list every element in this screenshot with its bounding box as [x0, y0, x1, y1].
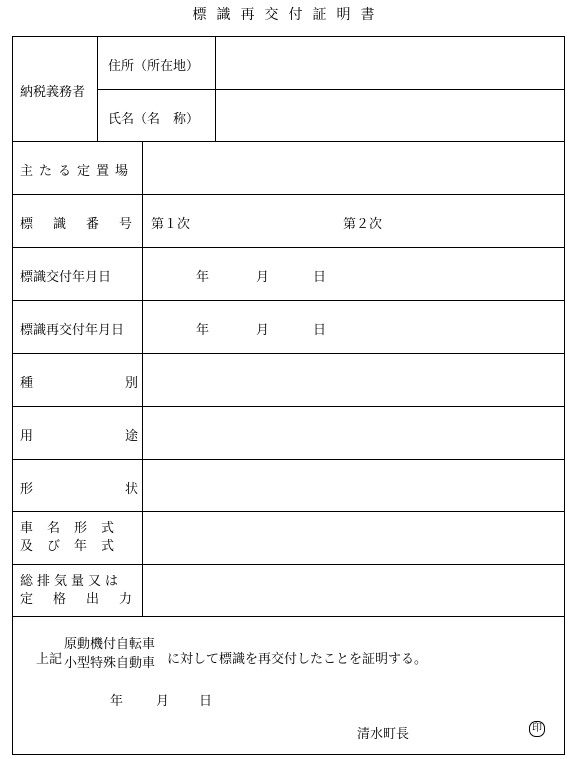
rule — [12, 300, 565, 301]
shape-label: 形 状 — [20, 482, 138, 497]
vehicle-option-1: 原動機付自転車 — [64, 637, 156, 652]
first-plate: 第１次 — [151, 217, 191, 232]
vehicle-option-2: 小型特殊自動車 — [64, 656, 156, 671]
reissue-date-label: 標識再交付年月日 — [20, 323, 125, 338]
reissue-year: 年 — [196, 323, 210, 338]
seal-mark: 印 — [529, 721, 545, 737]
mayor-title: 清水町長 — [357, 727, 410, 742]
type-label: 種 別 — [20, 376, 138, 391]
rule — [97, 36, 98, 141]
issue-date-label: 標識交付年月日 — [20, 270, 112, 285]
rule — [12, 247, 565, 248]
rule — [12, 406, 565, 407]
plate-number-label: 標識番号 — [20, 217, 153, 232]
location-label: 主たる定置場 — [20, 164, 135, 179]
reissue-month: 月 — [256, 323, 270, 338]
rule — [12, 564, 565, 565]
cert-day: 日 — [199, 694, 213, 709]
address-label: 住所（所在地） — [108, 59, 200, 74]
cert-year: 年 — [110, 694, 124, 709]
rule — [12, 194, 565, 195]
displacement-label-1: 総排気量又は — [20, 574, 123, 589]
rule — [12, 616, 565, 617]
model-label-1: 車名形式 — [20, 521, 129, 536]
displacement-label-2: 定格出力 — [20, 592, 153, 607]
taxpayer-label: 納税義務者 — [20, 85, 86, 100]
certify-prefix: 上記 — [36, 652, 63, 667]
document-title: 標識再交付証明書 — [192, 7, 385, 23]
second-plate: 第２次 — [343, 217, 383, 232]
name-label: 氏名（名 称） — [108, 112, 200, 127]
rule — [12, 459, 565, 460]
model-label-2: 及び年式 — [20, 539, 129, 554]
issue-day: 日 — [313, 270, 327, 285]
rule — [12, 511, 565, 512]
issue-year: 年 — [196, 270, 210, 285]
reissue-day: 日 — [313, 323, 327, 338]
rule — [97, 89, 565, 90]
cert-month: 月 — [156, 694, 170, 709]
use-label: 用 途 — [20, 429, 138, 444]
rule — [12, 141, 565, 142]
rule — [12, 353, 565, 354]
rule — [215, 36, 216, 141]
certify-suffix: に対して標識を再交付したことを証明する。 — [167, 652, 428, 667]
issue-month: 月 — [256, 270, 270, 285]
